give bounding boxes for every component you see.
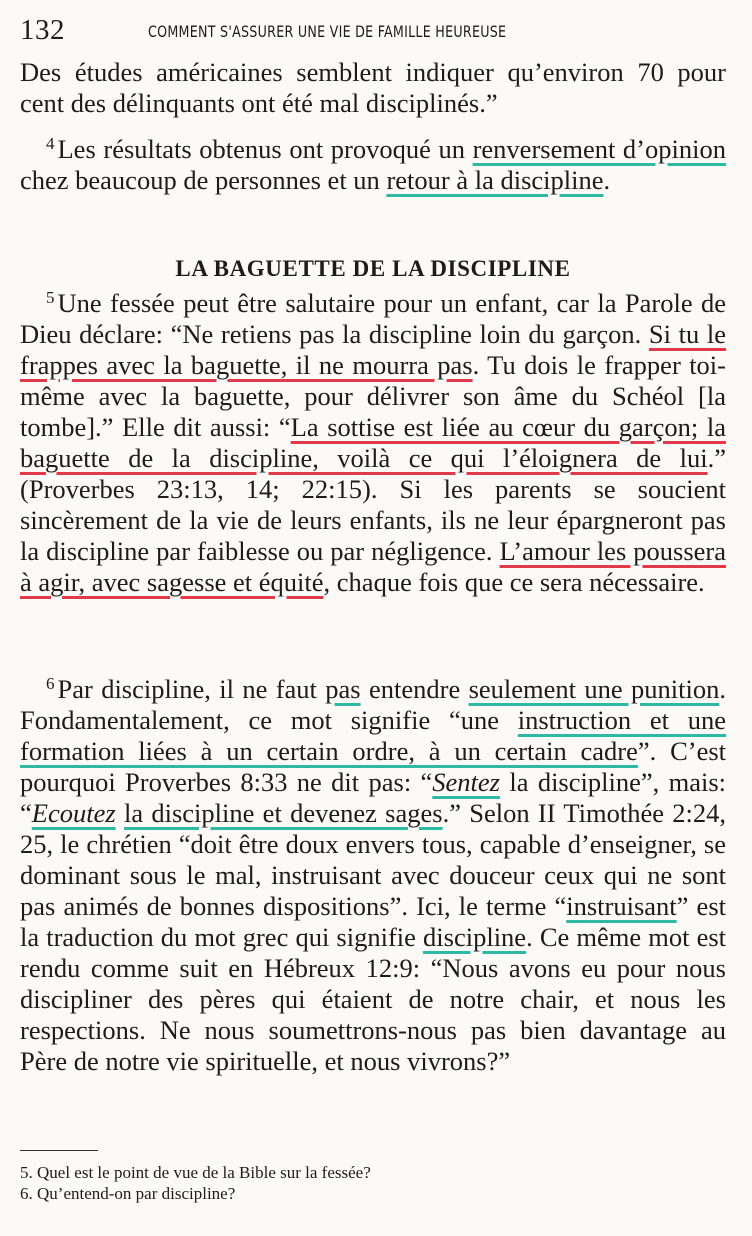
text-run: . Fondamentalement, ce mot signifie “une	[20, 674, 726, 735]
highlighted-text: instruction et une formation liées à un certain ordre, à un certain cadre	[20, 705, 726, 766]
paragraph-continuation	[20, 57, 726, 119]
footnotes	[20, 1162, 720, 1204]
text-run: la discipline”, mais: “	[20, 767, 726, 828]
page-number: 132	[20, 14, 65, 46]
section-heading: LA BAGUETTE DE LA DISCIPLINE	[175, 256, 571, 281]
highlighted-text: la discipline et devenez sages	[123, 798, 443, 828]
paragraph-number: 6	[46, 674, 55, 693]
text-run: Une fessée peut être salutaire pour un enfant, car la Parole de Dieu déclare: “Ne retiens pas la discipline loin du garçon.	[20, 288, 726, 349]
highlighted-text: retour à la discipline	[386, 165, 604, 195]
text-run: .” Selon II Timothée 2:24, 25, le chrétien “doit être doux envers tous, capable d’enseigner, se dominant sous le mal, instruisant avec douceur ceux qui ne sont pas animés de bonnes dispositions”. Ici, le terme “	[20, 798, 727, 921]
running-header	[20, 12, 740, 48]
highlighted-text: instruisant	[566, 891, 677, 921]
highlighted-text: L’amour les poussera à agir, avec sagesse et équité	[20, 536, 726, 597]
running-title: COMMENT S'ASSURER UNE VIE DE FAMILLE HEUREUSE	[148, 22, 507, 41]
text-run: ”. C’est pourquoi Proverbes 8:33 ne dit pas: “	[20, 736, 727, 797]
highlighted-text: discipline	[423, 922, 527, 952]
text-run: . Tu dois le frapper toi-même avec la baguette, pour délivrer son âme du Schéol [la tombe].” Elle dit aussi: “	[20, 350, 726, 442]
highlighted-text: seulement une punition	[468, 674, 720, 704]
highlighted-text: La sottise est liée au cœur du garçon; la baguette de la discipline, voilà ce qui l’éloignera de lui	[20, 412, 726, 473]
paragraph-text: Des études américaines semblent indiquer qu’environ 70 pour cent des délinquants ont été mal disciplinés.”	[20, 57, 726, 118]
paragraph-number: 4	[46, 134, 55, 153]
text-run: . Ce même mot est rendu comme suit en Hébreux 12:9: “Nous avons eu pour nous discipliner des pères qui étaient de notre chair, et nous les respections. Ne nous soumettrons-nous pas bien davantage au Père de notre vie spirituelle, et nous vivrons?”	[20, 922, 727, 1076]
highlighted-text: Sentez	[432, 767, 500, 797]
text-run: , chaque fois que ce sera nécessaire.	[323, 567, 705, 597]
footnote-item: 6. Qu’entend-on par discipline?	[20, 1184, 236, 1203]
text-run: ” est la traduction du mot grec qui signifie	[20, 891, 726, 952]
text-run: .” (Proverbes 23:13, 14; 22:15). Si les parents se soucient sincèrement de la vie de leurs enfants, ils ne leur épargneront pas la discipline par faiblesse ou par négligence.	[20, 443, 726, 566]
paragraph-6	[20, 674, 726, 1077]
text-run: Les résultats obtenus ont provoqué un	[57, 134, 473, 164]
text-run	[116, 798, 124, 828]
highlighted-text: Si tu le frappes avec la baguette, il ne mourra pas	[20, 319, 727, 380]
highlighted-text: Ecoutez	[31, 798, 116, 828]
footnote-item: 5. Quel est le point de vue de la Bible sur la fessée?	[20, 1163, 371, 1182]
highlighted-text: renversement d’opinion	[472, 134, 726, 164]
text-run: chez beaucoup de personnes et un	[20, 165, 387, 195]
paragraph-4	[20, 134, 726, 196]
footnote-divider	[20, 1150, 98, 1151]
paragraph-number: 5	[46, 288, 55, 307]
text-run: .	[603, 165, 611, 195]
text-run: entendre	[360, 674, 469, 704]
highlighted-text: pas	[325, 674, 361, 704]
paragraph-5	[20, 288, 726, 598]
text-run: Par discipline, il ne faut	[57, 674, 326, 704]
